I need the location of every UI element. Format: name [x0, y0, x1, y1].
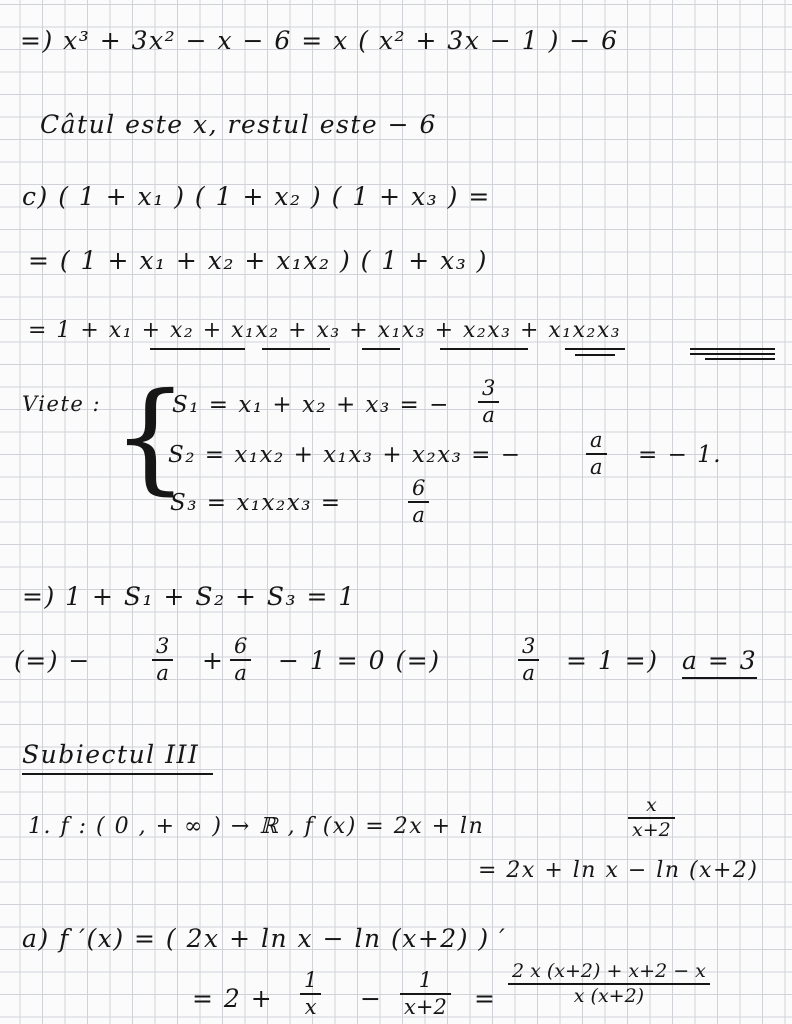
- fraction-d2: 1 x+2: [400, 970, 451, 1018]
- viete-brace: {: [112, 368, 189, 507]
- line-derivative: a) f ′(x) = ( 2x + ln x − ln (x+2) ) ′: [22, 924, 507, 953]
- line-polynomial-division: =) x³ + 3x² − x − 6 = x ( x² + 3x − 1 ) − 6: [20, 26, 619, 55]
- line-expand-1: = ( 1 + x₁ + x₂ + x₁x₂ ) ( 1 + x₃ ): [28, 246, 488, 275]
- underline-x1-x2: [150, 348, 245, 350]
- fraction-ln: x x+2: [628, 796, 675, 840]
- viete-s2-result: = − 1.: [638, 442, 723, 468]
- line-quotient-remainder: Câtul este x, restul este − 6: [40, 110, 437, 139]
- underline-x2x3: [565, 348, 625, 350]
- line-equation-d: = 1 =): [566, 646, 659, 675]
- section-subiectul-iii: Subiectul III: [22, 740, 213, 775]
- fraction-s1: 3 a: [478, 378, 499, 426]
- underline-x1x3: [440, 348, 528, 350]
- fraction-l7-3: 3 a: [518, 636, 539, 684]
- line-function-expand: = 2x + ln x − ln (x+2): [478, 858, 759, 883]
- underline-x2x3-second: [575, 354, 615, 356]
- line-sum: =) 1 + S₁ + S₂ + S₃ = 1: [22, 582, 356, 611]
- viete-s1: S₁ = x₁ + x₂ + x₃ = −: [172, 392, 450, 418]
- viete-label: Viete :: [22, 392, 102, 416]
- line-derivative-result-c: =: [474, 984, 497, 1013]
- viete-s3: S₃ = x₁x₂x₃ =: [170, 490, 342, 516]
- fraction-d3: 2 x (x+2) + x+2 − x x (x+2): [508, 962, 710, 1006]
- line-derivative-result-b: −: [360, 984, 383, 1013]
- fraction-d1: 1 x: [300, 970, 321, 1018]
- line-equation-a: (=) −: [14, 646, 91, 675]
- underline-x1x2x3: [690, 348, 775, 350]
- underline-x1x2x3-third: [705, 358, 775, 360]
- line-c-product: c) ( 1 + x₁ ) ( 1 + x₂ ) ( 1 + x₃ ) =: [22, 182, 491, 211]
- fraction-s2: a a: [586, 430, 607, 478]
- line-equation-c: − 1 = 0 (=): [278, 646, 441, 675]
- line-derivative-result-a: = 2 +: [192, 984, 274, 1013]
- fraction-s3: 6 a: [408, 478, 429, 526]
- line-function-def: 1. f : ( 0 , + ∞ ) → ℝ , f (x) = 2x + ln: [28, 814, 485, 839]
- underline-x1x2: [262, 348, 330, 350]
- underline-x1x2x3-second: [690, 353, 775, 355]
- viete-s2: S₂ = x₁x₂ + x₁x₃ + x₂x₃ = −: [168, 442, 522, 468]
- underline-x3: [362, 348, 400, 350]
- answer-a-equals-3: a = 3: [682, 646, 757, 679]
- line-expand-2: = 1 + x₁ + x₂ + x₁x₂ + x₃ + x₁x₃ + x₂x₃ + x₁x₂x₃: [28, 318, 622, 343]
- fraction-l7-2: 6 a: [230, 636, 251, 684]
- line-equation-plus: +: [202, 646, 225, 675]
- fraction-l7-1: 3 a: [152, 636, 173, 684]
